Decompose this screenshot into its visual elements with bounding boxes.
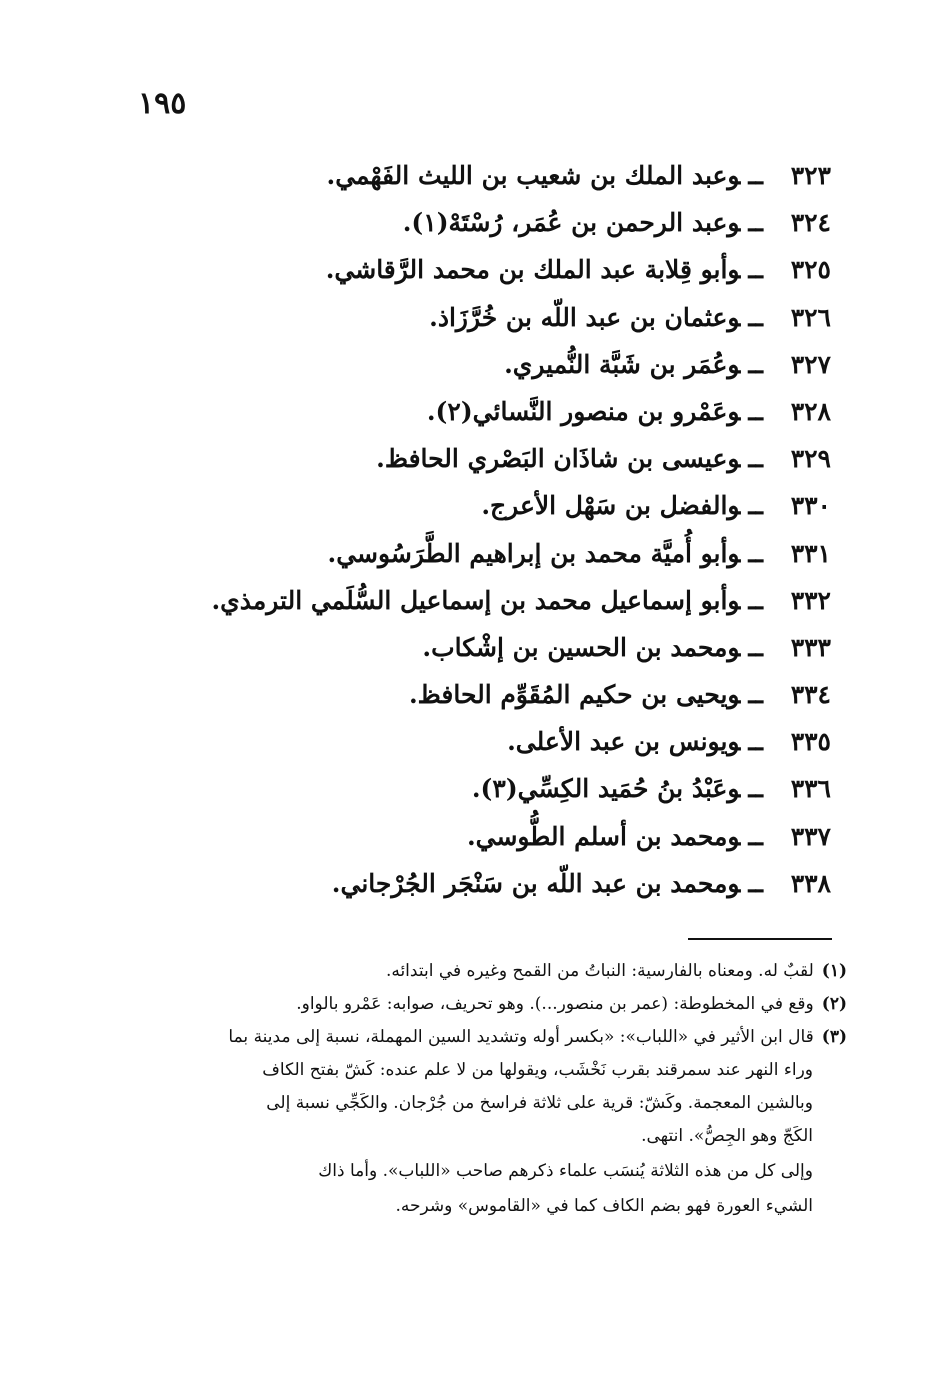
entry-dash: ــ (748, 491, 763, 521)
entry-number: ٣٢٩ (790, 444, 831, 474)
entry-dash: ــ (748, 821, 763, 851)
entry-text: ومحمد بن أسلم الطُّوسي. (466, 821, 741, 851)
entry-text: وعثمان بن عبد اللّه بن خُرَّزَاذ. (429, 302, 741, 332)
entry-number: ٣٢٤ (790, 208, 831, 238)
footnote-number: (٢) (821, 994, 847, 1014)
entry-dash: ــ (748, 680, 763, 710)
entry-list (131, 152, 831, 907)
footnote-3-continuation: وبالشين المعجمة. وكَشّ: قرية على ثلاثة فراسخ من جُرْجان. والكَجِّي نسبة إلى (266, 1093, 813, 1113)
entry-text: وعُمَر بن شَبَّة النُّميري. (504, 349, 741, 379)
closing-note-line: وإلى كل من هذه الثلاثة يُنسَب علماء ذكرهم صاحب «اللباب». وأما ذاك (318, 1161, 813, 1181)
entry-dash: ــ (748, 774, 763, 804)
entry-number: ٣٣٦ (790, 774, 831, 804)
entry-row (131, 765, 831, 812)
page-number: ١٩٥ (138, 86, 187, 121)
entry-row (131, 341, 831, 388)
footnote-text: وقع في المخطوطة: (عمر بن منصور...). وهو تحريف، صوابه: عَمْرو بالواو. (296, 994, 814, 1014)
footnote-3-continuation: وراء النهر عند سمرقند بقرب نَخْشَب، ويقولها من لا علم عنده: كَشّ بفتح الكاف (262, 1060, 813, 1080)
entry-number: ٣٣٣ (790, 632, 831, 662)
entry-number: ٣٢٦ (790, 302, 831, 332)
footnotes (147, 955, 847, 1223)
entry-text: ومحمد بن عبد اللّه بن سَنْجَر الجُرْجاني. (331, 868, 741, 898)
entry-text: ويحيى بن حكيم المُقَوِّم الحافظ. (408, 680, 741, 710)
entry-row (131, 860, 831, 907)
entry-text: ويونس بن عبد الأعلى. (507, 727, 741, 757)
entry-dash: ــ (748, 868, 763, 898)
entry-text: وعبد الرحمن بن عُمَر، رُسْتَهْ(١). (402, 208, 741, 238)
entry-number: ٣٢٥ (790, 255, 831, 285)
entry-number: ٣٣١ (790, 538, 831, 568)
entry-text: وعَمْرو بن منصور النَّسائي(٢). (426, 396, 741, 426)
entry-dash: ــ (748, 585, 763, 615)
entry-number: ٣٢٨ (790, 396, 831, 426)
entry-row (131, 718, 831, 765)
entry-dash: ــ (748, 349, 763, 379)
entry-row (131, 671, 831, 718)
footnote-2 (147, 988, 847, 1021)
entry-dash: ــ (748, 538, 763, 568)
entry-text: والفضل بن سَهْل الأعرج. (481, 491, 741, 521)
footnote-3-continuation: الكَجّ وهو الجِصُّ». انتهى. (641, 1126, 813, 1146)
entry-text: وعبد الملك بن شعيب بن الليث الفَهْمي. (326, 161, 741, 190)
footnote-1 (147, 955, 847, 988)
entry-text: وعَبْدُ بنُ حُمَيد الكِسِّي(٣). (471, 774, 741, 804)
entry-dash: ــ (748, 302, 763, 332)
entry-number: ٣٣٢ (790, 585, 831, 615)
entry-row (131, 294, 831, 341)
footnote-number: (١) (821, 961, 847, 981)
entry-text: وأبو أُميَّة محمد بن إبراهيم الطَّرَسُوسي. (327, 538, 741, 568)
entry-number: ٣٣٤ (790, 680, 831, 710)
footnote-divider (688, 938, 832, 940)
entry-number: ٣٣٨ (790, 868, 831, 898)
entry-dash: ــ (748, 161, 763, 190)
entry-row (131, 813, 831, 860)
entry-row (131, 388, 831, 435)
entry-row (131, 624, 831, 671)
entry-dash: ــ (748, 444, 763, 474)
entry-number: ٣٣٠ (790, 491, 831, 521)
closing-note-line: الشيء العورة فهو بضم الكاف كما في «القاموس» وشرحه. (395, 1196, 813, 1216)
entry-dash: ــ (748, 727, 763, 757)
entry-text: ومحمد بن الحسين بن إشْكاب. (422, 632, 741, 662)
entry-number: ٣٣٧ (790, 821, 831, 851)
entry-number: ٣٢٧ (790, 349, 831, 379)
entry-row (131, 152, 831, 199)
entry-row (131, 199, 831, 246)
entry-dash: ــ (748, 208, 763, 238)
footnote-number: (٣) (821, 1027, 847, 1047)
footnote-text: قال ابن الأثير في «اللباب»: «بكسر أوله وتشديد السين المهملة، نسبة إلى مدينة بما (228, 1027, 814, 1047)
entry-text: وأبو إسماعيل محمد بن إسماعيل السُّلَمي الترمذي. (211, 585, 741, 615)
entry-row (131, 435, 831, 482)
footnote-text: لقبٌ له. ومعناه بالفارسية: النباتُ من القمح وغيره في ابتدائه. (385, 961, 814, 981)
entry-number: ٣٢٣ (790, 161, 831, 190)
entry-row (131, 246, 831, 293)
footnote-3 (147, 1021, 847, 1054)
entry-text: وأبو قِلابة عبد الملك بن محمد الرَّقاشي. (325, 255, 741, 285)
entry-dash: ــ (748, 396, 763, 426)
entry-text: وعيسى بن شاذَان البَصْري الحافظ. (376, 444, 741, 474)
entry-row (131, 482, 831, 529)
entry-row (131, 530, 831, 577)
entry-row (131, 577, 831, 624)
entry-number: ٣٣٥ (790, 727, 831, 757)
entry-dash: ــ (748, 255, 763, 285)
entry-dash: ــ (748, 632, 763, 662)
